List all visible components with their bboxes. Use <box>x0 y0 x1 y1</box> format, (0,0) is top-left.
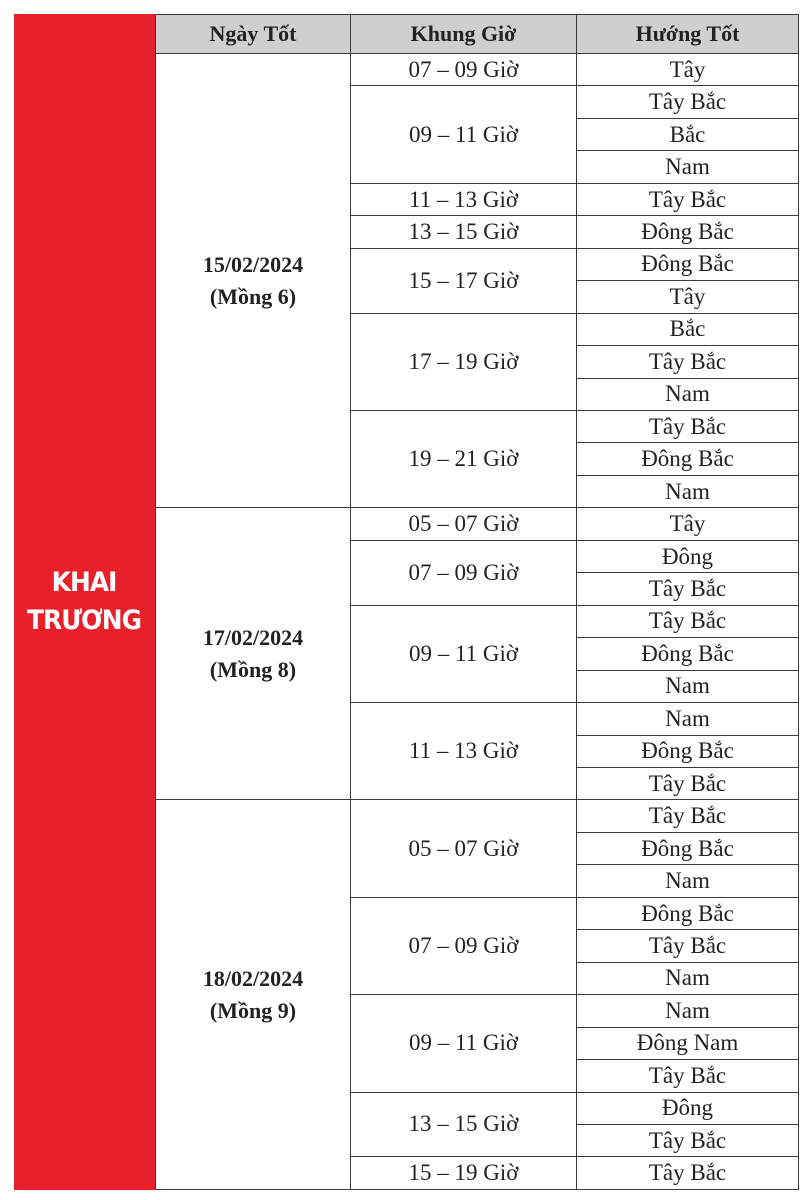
direction-cell: Đông Bắc <box>577 248 799 280</box>
direction-cell: Nam <box>577 151 799 183</box>
time-slot-cell: 07 – 09 Giờ <box>351 540 577 605</box>
time-slot-cell: 15 – 17 Giờ <box>351 248 577 313</box>
time-slot-cell: 09 – 11 Giờ <box>351 86 577 183</box>
time-slot-cell: 11 – 13 Giờ <box>351 183 577 215</box>
direction-cell: Đông Nam <box>577 1027 799 1059</box>
direction-cell: Đông Bắc <box>577 832 799 864</box>
table-row <box>156 508 799 540</box>
time-slot-cell: 05 – 07 Giờ <box>351 800 577 897</box>
time-slot-cell: 05 – 07 Giờ <box>351 508 577 540</box>
time-slot-cell: 15 – 19 Giờ <box>351 1157 577 1190</box>
direction-cell: Đông Bắc <box>577 638 799 670</box>
time-slot-cell: 07 – 09 Giờ <box>351 54 577 86</box>
time-slot-cell: 07 – 09 Giờ <box>351 897 577 994</box>
direction-cell: Tây <box>577 508 799 540</box>
date-value: 15/02/2024 <box>202 251 304 277</box>
header-direction: Hướng Tốt <box>577 15 799 54</box>
direction-cell: Đông <box>577 540 799 572</box>
schedule-table <box>155 14 799 1190</box>
direction-cell: Nam <box>577 378 799 410</box>
date-cell <box>156 508 351 800</box>
header-row <box>156 15 799 54</box>
side-banner <box>14 14 155 1190</box>
direction-cell: Tây Bắc <box>577 1060 799 1092</box>
direction-cell: Đông Bắc <box>577 735 799 767</box>
side-label-line1: KHAI <box>52 567 117 598</box>
time-slot-cell: 13 – 15 Giờ <box>351 216 577 248</box>
time-slot-cell: 09 – 11 Giờ <box>351 605 577 702</box>
direction-cell: Đông <box>577 1092 799 1124</box>
direction-cell: Nam <box>577 475 799 507</box>
direction-cell: Nam <box>577 670 799 702</box>
direction-cell: Nam <box>577 995 799 1027</box>
time-slot-cell: 11 – 13 Giờ <box>351 703 577 800</box>
direction-cell: Đông Bắc <box>577 897 799 929</box>
direction-cell: Bắc <box>577 118 799 150</box>
direction-cell: Tây Bắc <box>577 410 799 442</box>
header-slot: Khung Giờ <box>351 15 577 54</box>
date-cell <box>156 800 351 1190</box>
date-value: 17/02/2024 <box>202 624 304 650</box>
direction-cell: Tây Bắc <box>577 800 799 832</box>
direction-cell: Tây Bắc <box>577 346 799 378</box>
side-label <box>27 564 141 640</box>
table-row <box>156 800 799 832</box>
lunar-date: (Mồng 9) <box>209 997 297 1023</box>
direction-cell: Tây <box>577 281 799 313</box>
direction-cell: Tây Bắc <box>577 86 799 118</box>
direction-cell: Đông Bắc <box>577 443 799 475</box>
lunar-date: (Mồng 8) <box>209 656 297 682</box>
date-value: 18/02/2024 <box>202 965 304 991</box>
direction-cell: Tây Bắc <box>577 605 799 637</box>
table-body <box>156 54 799 1190</box>
direction-cell: Bắc <box>577 313 799 345</box>
direction-cell: Tây Bắc <box>577 1124 799 1156</box>
direction-cell: Nam <box>577 962 799 994</box>
direction-cell: Tây Bắc <box>577 1157 799 1190</box>
table-row <box>156 54 799 86</box>
time-slot-cell: 13 – 15 Giờ <box>351 1092 577 1157</box>
direction-cell: Đông Bắc <box>577 216 799 248</box>
direction-cell: Tây Bắc <box>577 573 799 605</box>
lunar-date: (Mồng 6) <box>209 283 297 309</box>
side-label-line2: TRƯƠNG <box>27 605 142 636</box>
direction-cell: Tây <box>577 54 799 86</box>
time-slot-cell: 17 – 19 Giờ <box>351 313 577 410</box>
direction-cell: Nam <box>577 703 799 735</box>
time-slot-cell: 19 – 21 Giờ <box>351 410 577 507</box>
time-slot-cell: 09 – 11 Giờ <box>351 995 577 1092</box>
direction-cell: Nam <box>577 865 799 897</box>
direction-cell: Tây Bắc <box>577 183 799 215</box>
header-date: Ngày Tốt <box>156 15 351 54</box>
direction-cell: Tây Bắc <box>577 930 799 962</box>
date-cell <box>156 54 351 508</box>
direction-cell: Tây Bắc <box>577 767 799 799</box>
